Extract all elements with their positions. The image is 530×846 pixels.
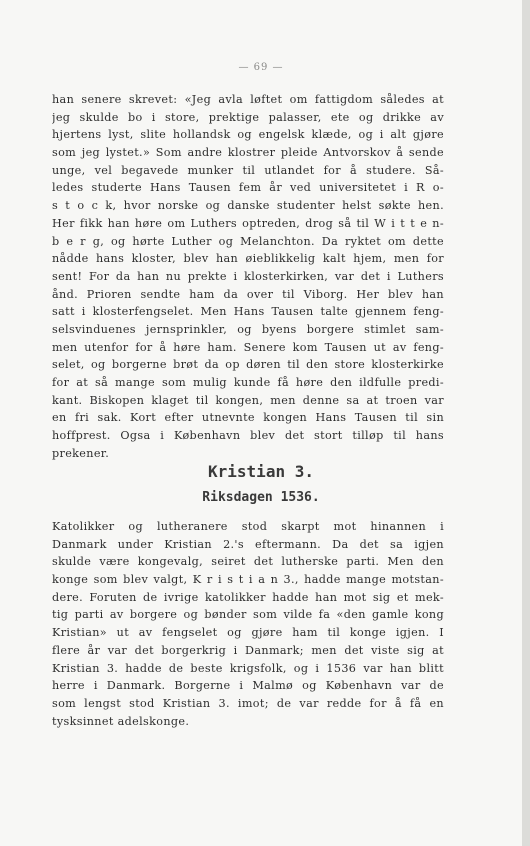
text-line: herre i Danmark. Borgerne i Malmø og København var de [52, 679, 444, 693]
text-line: tysksinnet adelskonge. [52, 714, 190, 728]
text-line: hjertens lyst, slite hollandsk og engelsk klæde, og i alt gjøre [52, 128, 444, 142]
page-number: — 69 — [238, 62, 284, 73]
text-line: tig parti av borgere og bønder som vilde fa «den gamle kong [52, 608, 444, 622]
text-line: Danmark under Kristian 2.'s eftermann. Da det sa igjen [52, 537, 444, 551]
chapter-subtitle: Riksdagen 1536. [202, 490, 320, 505]
paragraph-hans-tausen [52, 91, 444, 462]
text-line: konge som blev valgt, K r i s t i a n 3., hadde mange motstan- [52, 573, 444, 587]
text-line: ledes studerte Hans Tausen fem år ved universitetet i R o- [52, 181, 444, 195]
text-line: Katolikker og lutheranere stod skarpt mot hinannen i [52, 520, 444, 533]
text-line: hoffprest. Ogsa i København blev det stort tilløp til hans [52, 429, 444, 443]
chapter-title: Kristian 3. [208, 462, 314, 481]
text-line: dere. Foruten de ivrige katolikker hadde han mot sig et mek- [52, 590, 444, 604]
text-line: prekener. [52, 446, 110, 460]
text-line: jeg skulde bo i store, prektige palasser, ete og drikke av [52, 110, 444, 124]
paragraph-kristian-3 [52, 518, 444, 730]
text-line: som jeg lystet.» Som andre klostrer pleide Antvorskov å sende [52, 146, 444, 160]
text-line: satt i klosterfengselet. Men Hans Tausen talte gjennem feng- [52, 305, 444, 319]
text-line: Kristian 3. hadde de beste krigsfolk, og i 1536 var han blitt [52, 661, 444, 675]
text-line: unge, vel begavede munker til utlandet for å studere. Så- [52, 163, 444, 177]
text-line: han senere skrevet: «Jeg avla løftet om fattigdom således at [52, 93, 444, 106]
text-line: Kristian» ut av fengselet og gjøre ham til konge igjen. I [52, 626, 444, 640]
text-line: Her fikk han høre om Luthers optreden, drog så til W i t t e n- [52, 216, 444, 230]
text-line: sent! For da han nu prekte i klosterkirken, var det i Luthers [52, 269, 444, 283]
text-line: ånd. Prioren sendte ham da over til Viborg. Her blev han [52, 287, 444, 301]
text-line: skulde være kongevalg, seiret det lutherske parti. Men den [52, 555, 444, 569]
text-line: en fri sak. Kort efter utnevnte kongen Hans Tausen til sin [52, 411, 444, 425]
text-line: flere år var det borgerkrig i Danmark; men det viste sig at [52, 643, 444, 657]
text-line: nådde hans kloster, blev han øieblikkelig kalt hjem, men for [52, 252, 444, 266]
text-line: som lengst stod Kristian 3. imot; de var redde for å få en [52, 696, 444, 710]
text-line: b e r g, og hørte Luther og Melanchton. Da ryktet om dette [52, 234, 444, 248]
text-line: selet, og borgerne brøt da op døren til den store klosterkirke [52, 358, 444, 372]
page-edge [522, 0, 530, 846]
text-line: selsvinduenes jernsprinkler, og byens borgere stimlet sam- [52, 322, 444, 336]
text-line: men utenfor for å høre ham. Senere kom Tausen ut av feng- [52, 340, 444, 354]
text-line: for at så mange som mulig kunde få høre den ildfulle predi- [52, 376, 444, 389]
text-line: s t o c k, hvor norske og danske studenter helst søkte hen. [52, 199, 444, 213]
text-line: kant. Biskopen klaget til kongen, men denne sa at troen var [52, 393, 444, 407]
